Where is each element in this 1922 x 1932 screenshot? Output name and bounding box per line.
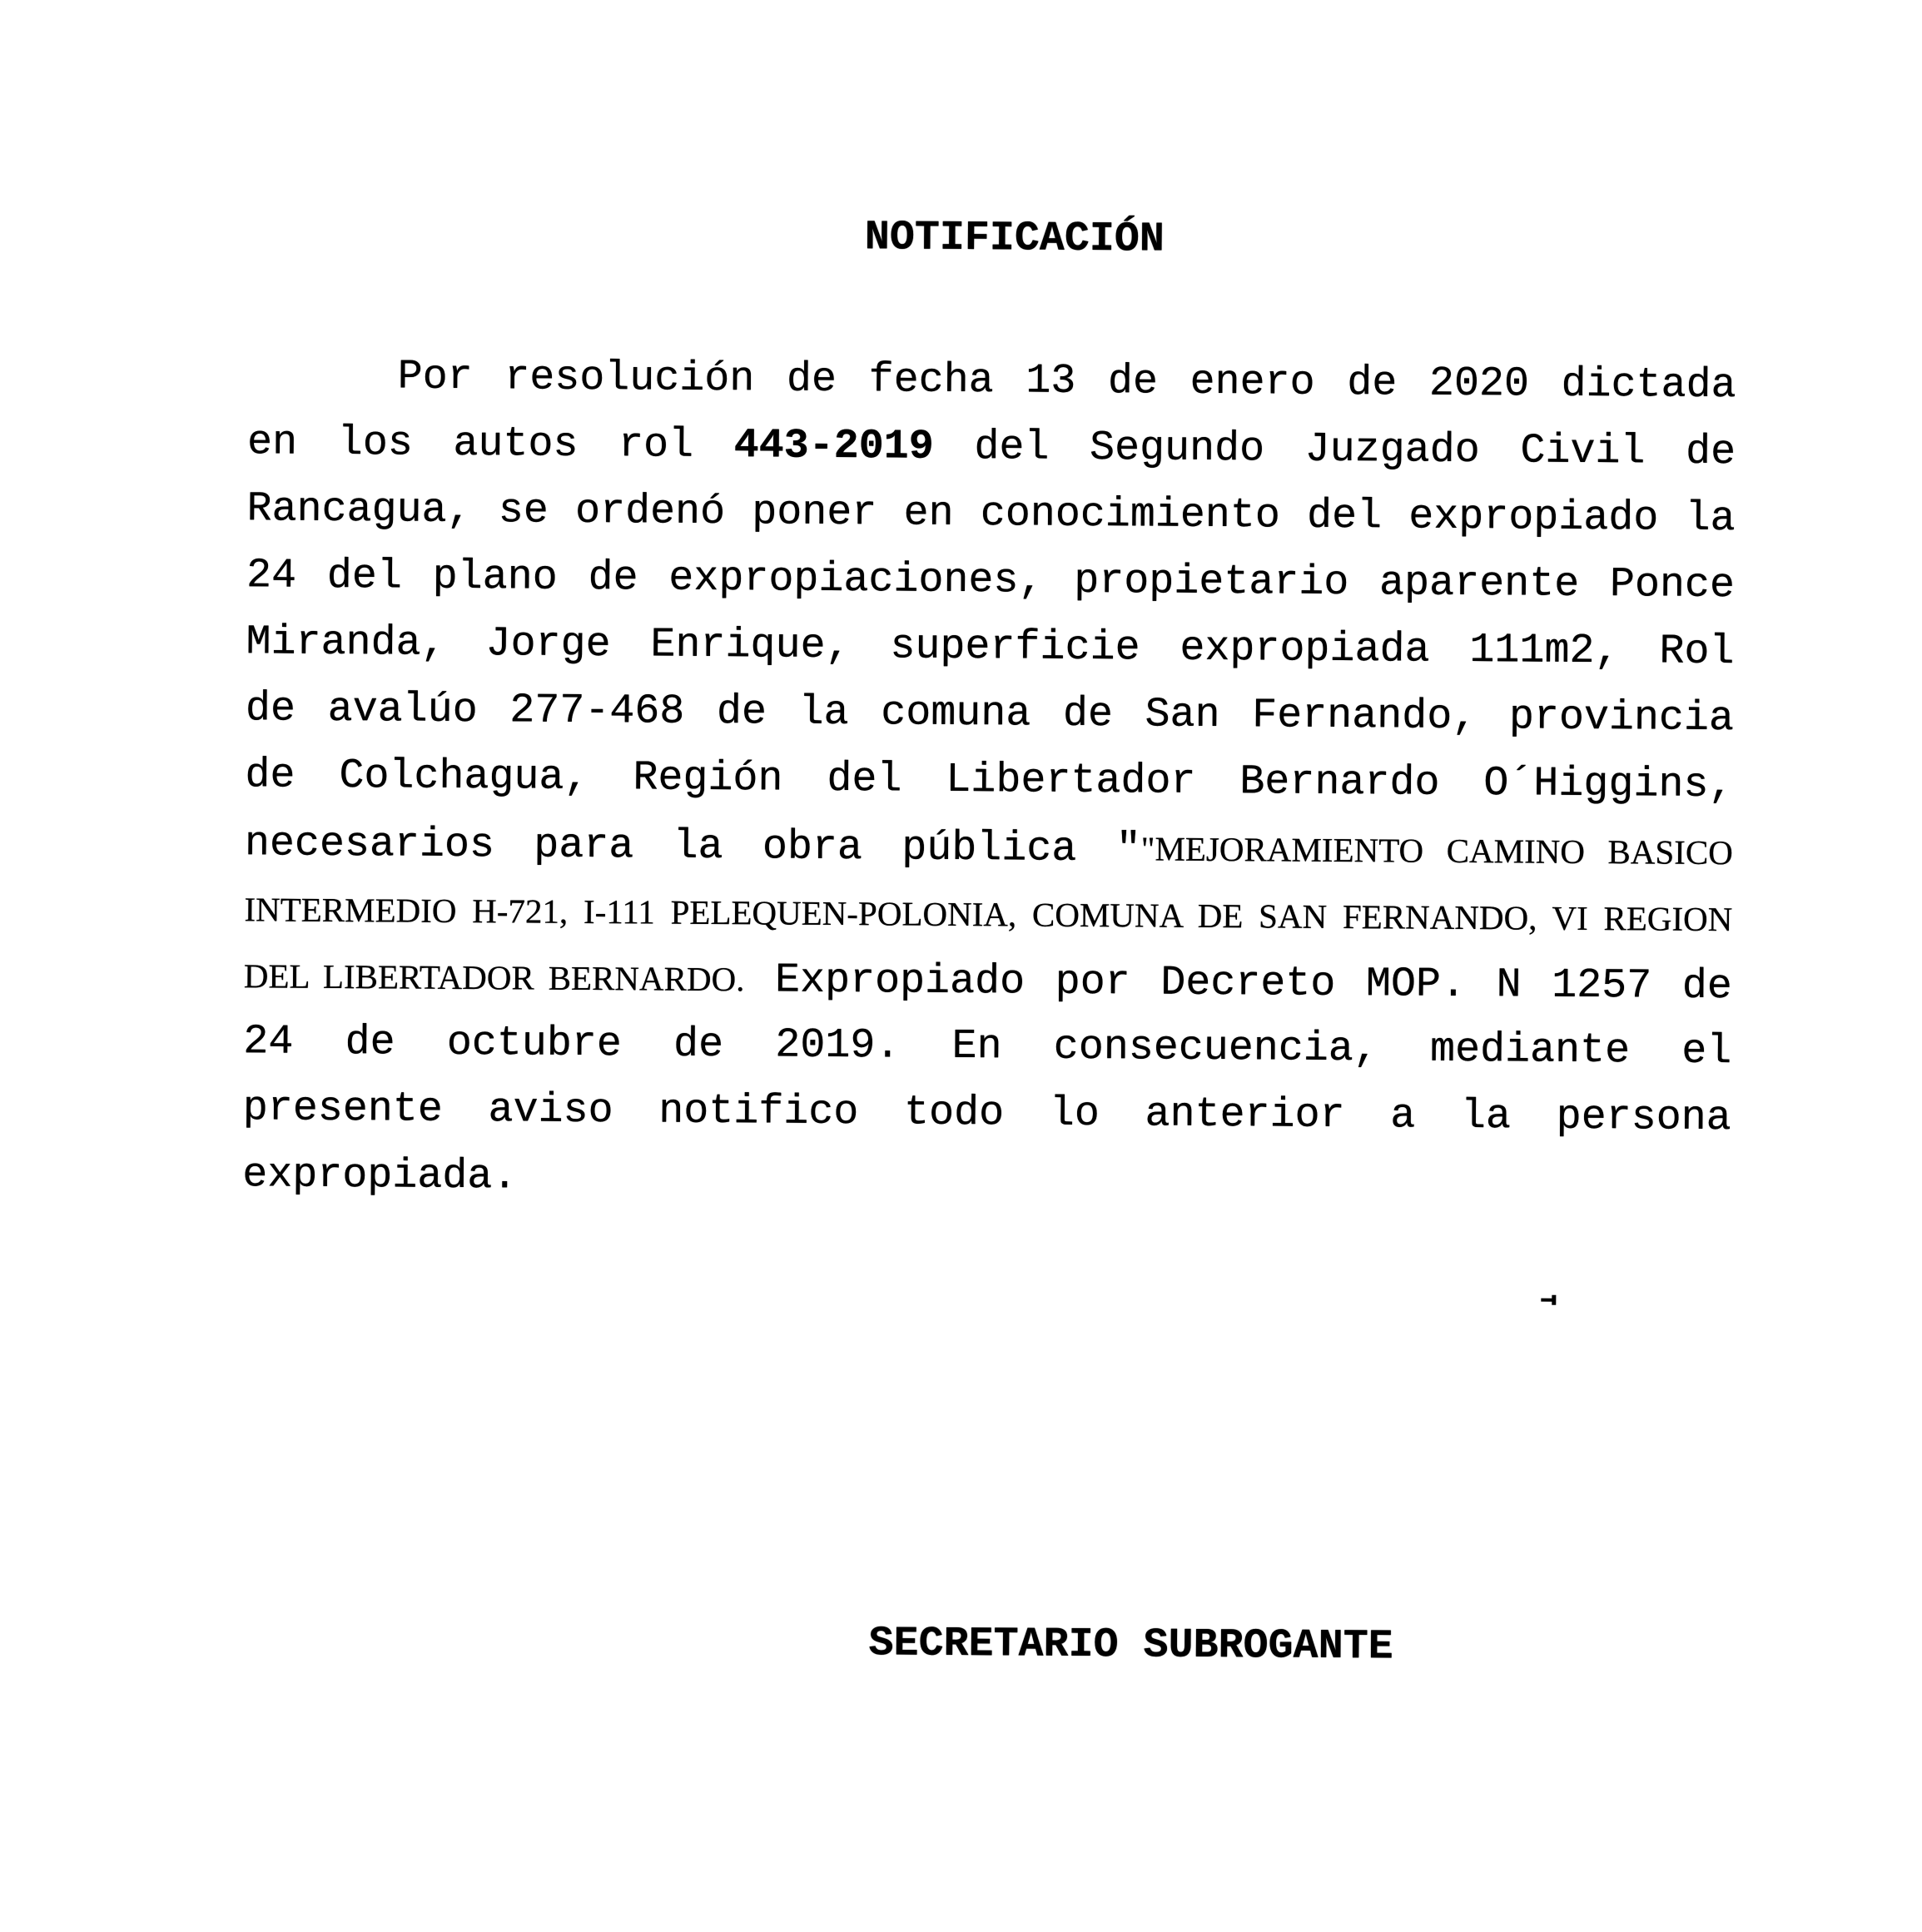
body-line	[247, 410, 1736, 486]
body-line	[244, 876, 1732, 952]
text-segment: Rancagua, se ordenó poner en conocimiento del expropiado la	[246, 485, 1736, 544]
notification-paragraph	[242, 343, 1736, 1219]
body-line	[243, 1075, 1731, 1152]
text-segment: 24 de octubre de 2019. En consecuencia, mediante el	[243, 1018, 1732, 1076]
text-segment: Expropiado por Decreto MOP. N 1257 de	[744, 956, 1733, 1011]
text-segment: en los autos rol	[246, 419, 734, 470]
body-line	[246, 543, 1735, 619]
body-line	[245, 809, 1733, 886]
body-line	[246, 676, 1734, 752]
scan-artifact-stroke	[1552, 1295, 1556, 1305]
text-segment: Miranda, Jorge Enrique, superficie expropiada 111m2, Rol	[246, 618, 1735, 677]
public-work-name-segment: "MEJORAMIENTO CAMINO BASICO	[1140, 829, 1734, 872]
public-work-name-segment: INTERMEDIO H-721, I-111 PELEQUEN-POLONIA, COMUNA DE SAN FERNANDO, VI REGION	[244, 890, 1733, 939]
body-line	[245, 743, 1733, 819]
text-segment: del Segundo Juzgado Civil de	[933, 423, 1736, 477]
text-segment: expropiada.	[242, 1151, 518, 1201]
document-title: NOTIFICACIÓN	[864, 214, 1165, 264]
text-segment: Por resolución de fecha 13 de enero de 2020 dictada	[397, 353, 1736, 410]
body-line	[244, 942, 1732, 1019]
body-line	[246, 609, 1734, 686]
text-segment: necesarios para la obra pública "	[244, 820, 1141, 874]
signature-title: SECRETARIO SUBROGANTE	[868, 1620, 1393, 1671]
text-segment: de avalúo 277-468 de la comuna de San Fernando, provincia	[245, 685, 1735, 743]
body-line	[246, 476, 1735, 553]
scan-artifact-mark	[1541, 1294, 1557, 1307]
scan-artifact-stroke	[1541, 1299, 1552, 1302]
body-line	[242, 1142, 1731, 1219]
text-segment: presente aviso notifico todo lo anterior a la persona	[242, 1085, 1731, 1143]
text-segment: de Colchagua, Región del Libertador Bernardo O´Higgins,	[245, 752, 1734, 810]
public-work-name-segment: DEL LIBERTADOR BERNARDO.	[243, 956, 745, 999]
case-number: 443-2019	[733, 422, 934, 471]
text-segment: 24 del plano de expropiaciones, propietario aparente Ponce	[246, 552, 1736, 610]
body-line	[243, 1009, 1731, 1085]
body-line	[247, 343, 1736, 420]
